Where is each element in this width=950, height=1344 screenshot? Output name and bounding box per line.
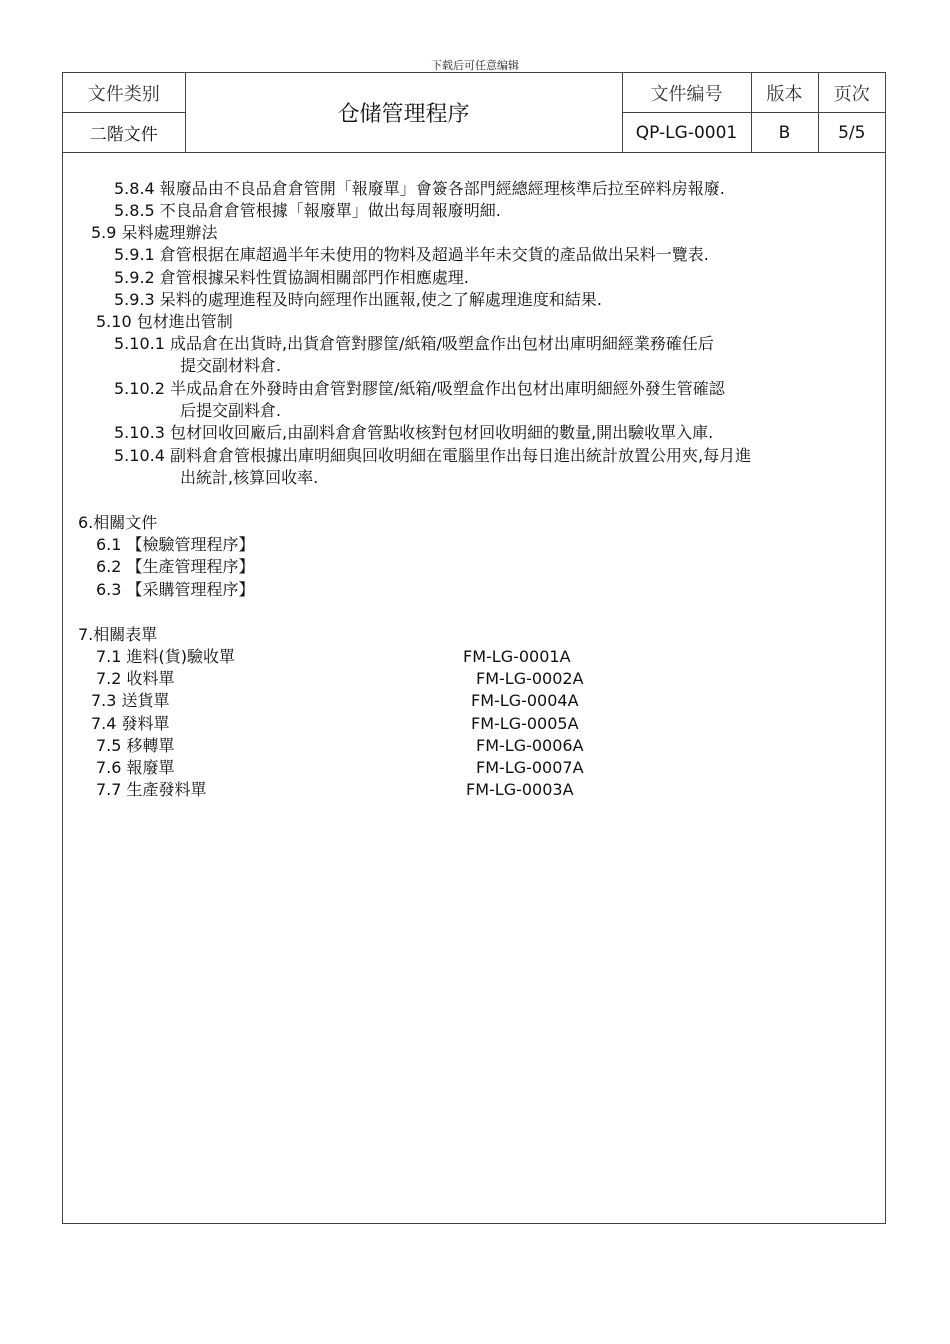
line-5-10-4: 5.10.4 副料倉倉管根據出庫明細與回收明細在電腦里作出每日進出統計放置公用夾,每月進: [114, 446, 752, 465]
form-code: FM-LG-0004A: [471, 691, 579, 710]
top-note: 下载后可任意编辑: [431, 59, 519, 72]
line-5-8-5: 5.8.5 不良品倉倉管根據「報廢單」做出每周報廢明細.: [114, 201, 501, 220]
version-value: B: [751, 113, 818, 153]
form-label: 7.2 收料單: [96, 669, 175, 688]
line-5-9-3: 5.9.3 呆料的處理進程及時向經理作出匯報,使之了解處理進度和結果.: [114, 290, 602, 309]
form-code: FM-LG-0003A: [466, 780, 574, 799]
section7-heading: 7.相關表單: [78, 625, 158, 644]
page-label: 页次: [818, 73, 885, 113]
line-5-9: 5.9 呆料處理辦法: [91, 223, 218, 242]
line-5-9-1: 5.9.1 倉管根据在庫超過半年未使用的物料及超過半年未交貨的產品做出呆料一覽表.: [114, 245, 709, 264]
form-code: FM-LG-0005A: [471, 714, 579, 733]
category-label: 文件类别: [63, 73, 185, 113]
form-code: FM-LG-0002A: [476, 669, 584, 688]
page-value: 5/5: [818, 113, 885, 153]
line-5-10-3: 5.10.3 包材回收回廠后,由副料倉倉管點收核對包材回收明細的數量,開出驗收單入庫.: [114, 423, 714, 442]
category-value: 二階文件: [63, 113, 185, 153]
form-label: 7.5 移轉單: [96, 736, 175, 755]
line-5-9-2: 5.9.2 倉管根據呆料性質協調相關部門作相應處理.: [114, 268, 469, 287]
version-label: 版本: [751, 73, 818, 113]
form-label: 7.3 送貨單: [91, 691, 170, 710]
line-5-10-4-cont: 出統計,核算回收率.: [180, 468, 319, 487]
line-5-10-1: 5.10.1 成品倉在出貨時,出貨倉管對膠筐/紙箱/吸塑盒作出包材出庫明細經業務確任后: [114, 334, 714, 353]
document-title: 仓储管理程序: [185, 73, 622, 153]
form-code: FM-LG-0006A: [476, 736, 584, 755]
form-label: 7.7 生產發料單: [96, 780, 207, 799]
line-5-10-1-cont: 提交副材料倉.: [180, 356, 282, 375]
form-label: 7.6 報廢單: [96, 758, 175, 777]
doc-no-value: QP-LG-0001: [622, 113, 751, 153]
line-5-10-2-cont: 后提交副料倉.: [180, 401, 282, 420]
section6-item: 6.3 【采購管理程序】: [96, 580, 255, 599]
line-5-10: 5.10 包材進出管制: [96, 312, 233, 331]
document-body: [63, 73, 885, 1223]
form-code: FM-LG-0001A: [463, 647, 571, 666]
line-5-8-4: 5.8.4 報廢品由不良品倉倉管開「報廢單」會簽各部門經總經理核準后拉至碎料房報廢.: [114, 179, 725, 198]
section6-item: 6.1 【檢驗管理程序】: [96, 535, 255, 554]
document-frame: [62, 72, 886, 1224]
form-label: 7.4 發料單: [91, 714, 170, 733]
section6-item: 6.2 【生產管理程序】: [96, 557, 255, 576]
section6-heading: 6.相關文件: [78, 513, 158, 532]
form-code: FM-LG-0007A: [476, 758, 584, 777]
form-label: 7.1 進料(貨)驗收單: [96, 647, 236, 666]
line-5-10-2: 5.10.2 半成品倉在外發時由倉管對膠筐/紙箱/吸塑盒作出包材出庫明細經外發生管確認: [114, 379, 725, 398]
doc-no-label: 文件编号: [622, 73, 751, 113]
